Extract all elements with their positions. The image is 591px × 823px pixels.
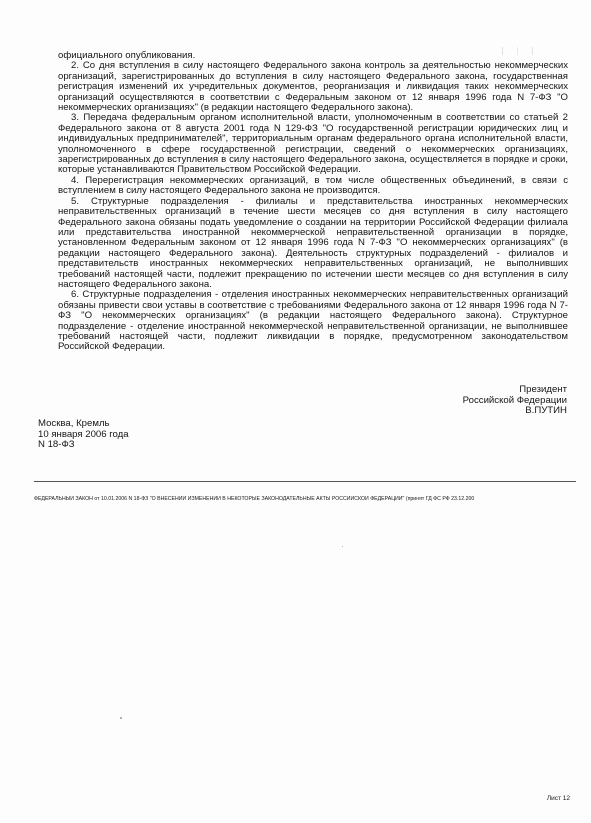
paragraph-publication: официального опубликования.: [58, 50, 196, 61]
paragraph-6: 6. Структурные подразделения - отделения иностранных некоммерческих неправительственных организаций обязаны привести свои уставы в соответствие с требованиями Федерального закона от 12 января 1996 года N 7-ФЗ "О некоммерческих организациях" (в редакции настоящего Федерального закона). Структурное подразделение - отделение иностранной некоммерческой неправительственной организации, не выполнившее требований настоящей части, подлежит ликвидации в порядке, предусмотренном законодательством Российской Федерации.: [58, 289, 568, 353]
place: Москва, Кремль: [38, 418, 110, 429]
place-date-block: [38, 419, 129, 451]
footer-law-reference: ФЕДЕРАЛЬНЫЙ ЗАКОН от 10.01.2006 N 18-ФЗ "О ВНЕСЕНИИ ИЗМЕНЕНИЙ В НЕКОТОРЫЕ ЗАКОНОДАТЕЛЬНЫЕ АКТЫ РОССИЙСКОЙ ФЕДЕРАЦИИ" (принят ГД ФС РФ 23.12.200: [34, 496, 475, 502]
date: 10 января 2006 года: [38, 428, 129, 440]
scan-speck: [120, 717, 122, 719]
paragraph-5: 5. Структурные подразделения - филиалы и представительства иностранных некоммерческих неправительственных организаций в течение шести месяцев со дня вступления в силу настоящего Федерального закона обязаны подать уведомление о создании на территории Российской Федерации филиала или представительства иностранной некоммерческой неправительственной организации в порядке, установленном Федеральным законом от 12 января 1996 года N 7-ФЗ "О некоммерческих организациях" (в редакции настоящего Федерального закона). Деятельность структурных подразделений - филиалов и представительств иностранных некоммерческих неправительственных организаций, не выполнивших требований настоящей части, подлежит прекращению по истечении шести месяцев со дня вступления в силу настоящего Федерального закона.: [58, 195, 568, 290]
signature-title-line-2: Российской Федерации: [462, 394, 567, 406]
page-number: Лист 12: [546, 795, 570, 802]
paragraph-3: 3. Передача федеральным органом исполнительной власти, уполномоченным в соответствии со статьей 2 Федерального закона от 8 августа 2001 года N 129-ФЗ "О государственной регистрации юридических лиц и индивидуальных предпринимателей", территориальным органам федерального органа исполнительной власти, уполномоченного в сфере государственной регистрации, сведений о некоммерческих организациях, зарегистрированных до вступления в силу настоящего Федерального закона, осуществляется в порядке и сроки, которые устанавливаются Правительством Российской Федерации.: [58, 112, 568, 176]
scan-speck: [342, 546, 343, 547]
signature-title-line-1: Президент: [519, 384, 567, 395]
law-text-body: [58, 51, 568, 353]
paragraph-4: 4. Перерегистрация некоммерческих организаций, в том числе общественных объединений, в связи с вступлением в силу настоящего Федерального закона не производится.: [58, 174, 568, 197]
paragraph-2: 2. Со дня вступления в силу настоящего Федерального закона контроль за деятельностью некоммерческих организаций, зарегистрированных до вступления в силу настоящего Федерального закона, государственная регистрация изменений их учредительных документов, реорганизация и ликвидация таких некоммерческих организаций осуществляются в соответствии с Федеральным законом от 12 января 1996 года N 7-ФЗ "О некоммерческих организациях" (в редакции настоящего Федерального закона).: [58, 60, 568, 114]
law-number: N 18-ФЗ: [38, 439, 75, 451]
footer-divider: [34, 481, 576, 482]
signature-block: [463, 385, 567, 417]
signature-name: В.ПУТИН: [525, 405, 567, 417]
